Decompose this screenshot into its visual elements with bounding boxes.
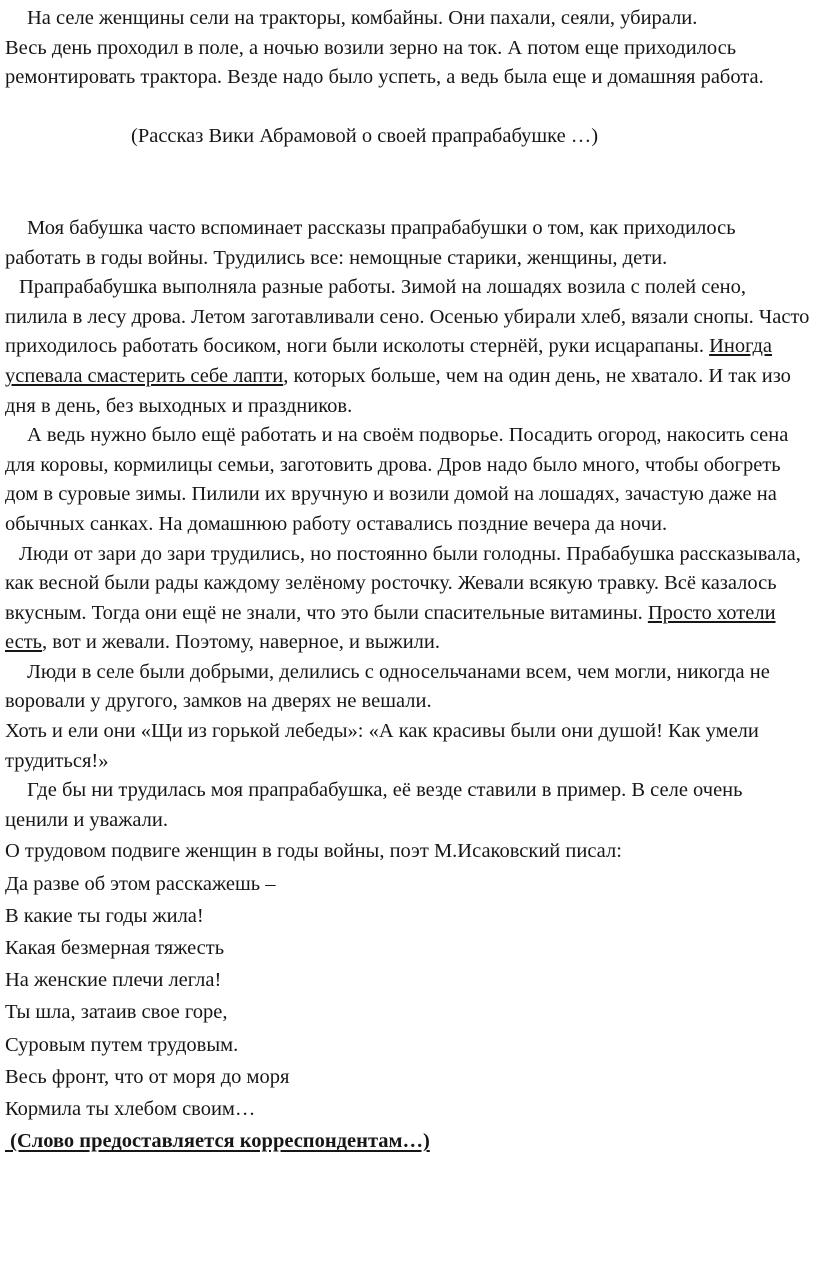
poem-line: В какие ты годы жила! — [5, 904, 204, 927]
paragraph-homestead: А ведь нужно было ещё работать и на своём подворье. Посадить огород, накосить сена для коровы, кормилицы семьи, заготовить дрова. Дров надо было много, чтобы обогреть дом в суровые зимы. Пилили их вручную и возили домой на лошадях, зачастую даже на обычных санках. На домашнюю работу оставались поздние вечера да ночи. — [5, 424, 789, 535]
poem-line: Кормила ты хлебом своим… — [5, 1098, 256, 1121]
poem-line: Суровым путем трудовым. — [5, 1033, 239, 1056]
section-spacer — [5, 152, 810, 214]
poem-line: Ты шла, затаив свое горе, — [5, 1001, 228, 1024]
paragraph-intro-2: Весь день проходил в поле, а ночью возили зерно на ток. А потом еще приходилось ремонтировать трактора. Везде надо было успеть, а ведь была еще и домашняя работа. — [5, 36, 764, 89]
paragraph-hunger-tail: , вот и жевали. Поэтому, наверное, и выжили. — [42, 631, 440, 654]
paragraph-hunger-lead: Люди от зари до зари трудились, но постоянно были голодны. Прабабушка рассказывала, как весной были рады каждому зелёному росточку. Жевали всякую травку. Всё казалось вкусным. Тогда они ещё не знали, что это были спасительные витамины. — [5, 542, 801, 624]
poem-line: Какая безмерная тяжесть — [5, 937, 225, 960]
underlined-phrase-wanted-to-eat: Просто хотели есть — [5, 601, 776, 654]
paragraph-shchi-quote: Хоть и ели они «Щи из горькой лебеды»: «А как красивы были они душой! Как умели трудиться!» — [5, 720, 759, 772]
document-body — [5, 4, 810, 1157]
poem-introduction: О трудовом подвиге женщин в годы войны, поэт М.Исаковский писал: — [5, 840, 622, 863]
paragraph-respected: Где бы ни трудилась моя прапрабабушка, её везде ставили в пример. В селе очень ценили и уважали. — [5, 779, 743, 831]
poem-line: На женские плечи легла! — [5, 969, 222, 992]
paragraph-grandmother-memories: Моя бабушка часто вспоминает рассказы прапрабабушки о том, как приходилось работать в годы войны. Трудились все: немощные старики, женщины, дети. — [5, 216, 736, 269]
poem-line: Да разве об этом расскажешь – — [5, 872, 276, 895]
paragraph-intro-1: На селе женщины сели на тракторы, комбайны. Они пахали, сеяли, убирали. — [27, 7, 698, 29]
closing-stage-direction: (Слово предоставляется корреспондентам…) — [5, 1130, 430, 1153]
paragraph-kind-villagers: Люди в селе были добрыми, делились с односельчанами всем, чем могли, никогда не воровали у другого, замков на дверях не вешали. — [5, 660, 770, 713]
paragraph-work-types — [5, 273, 810, 421]
paragraph-work-types-tail: , которых больше, чем на один день, не хватало. И так изо дня в день, без выходных и праздников. — [5, 364, 791, 417]
story-attribution: (Рассказ Вики Абрамовой о своей прапрабабушке …) — [131, 125, 599, 148]
underlined-phrase-lapti: Иногда успевала смастерить себе лапти — [5, 335, 773, 387]
paragraph-hunger — [5, 540, 810, 658]
poem-line: Весь фронт, что от моря до моря — [5, 1065, 290, 1088]
paragraph-work-types-lead: Прапрабабушка выполняла разные работы. Зимой на лошадях возила с полей сено, пилила в лесу дрова. Летом заготавливали сено. Осенью убирали хлеб, вязали снопы. Часто приходилось работать босиком, ноги были исколоты стернёй, руки исцарапаны. — [5, 276, 810, 358]
